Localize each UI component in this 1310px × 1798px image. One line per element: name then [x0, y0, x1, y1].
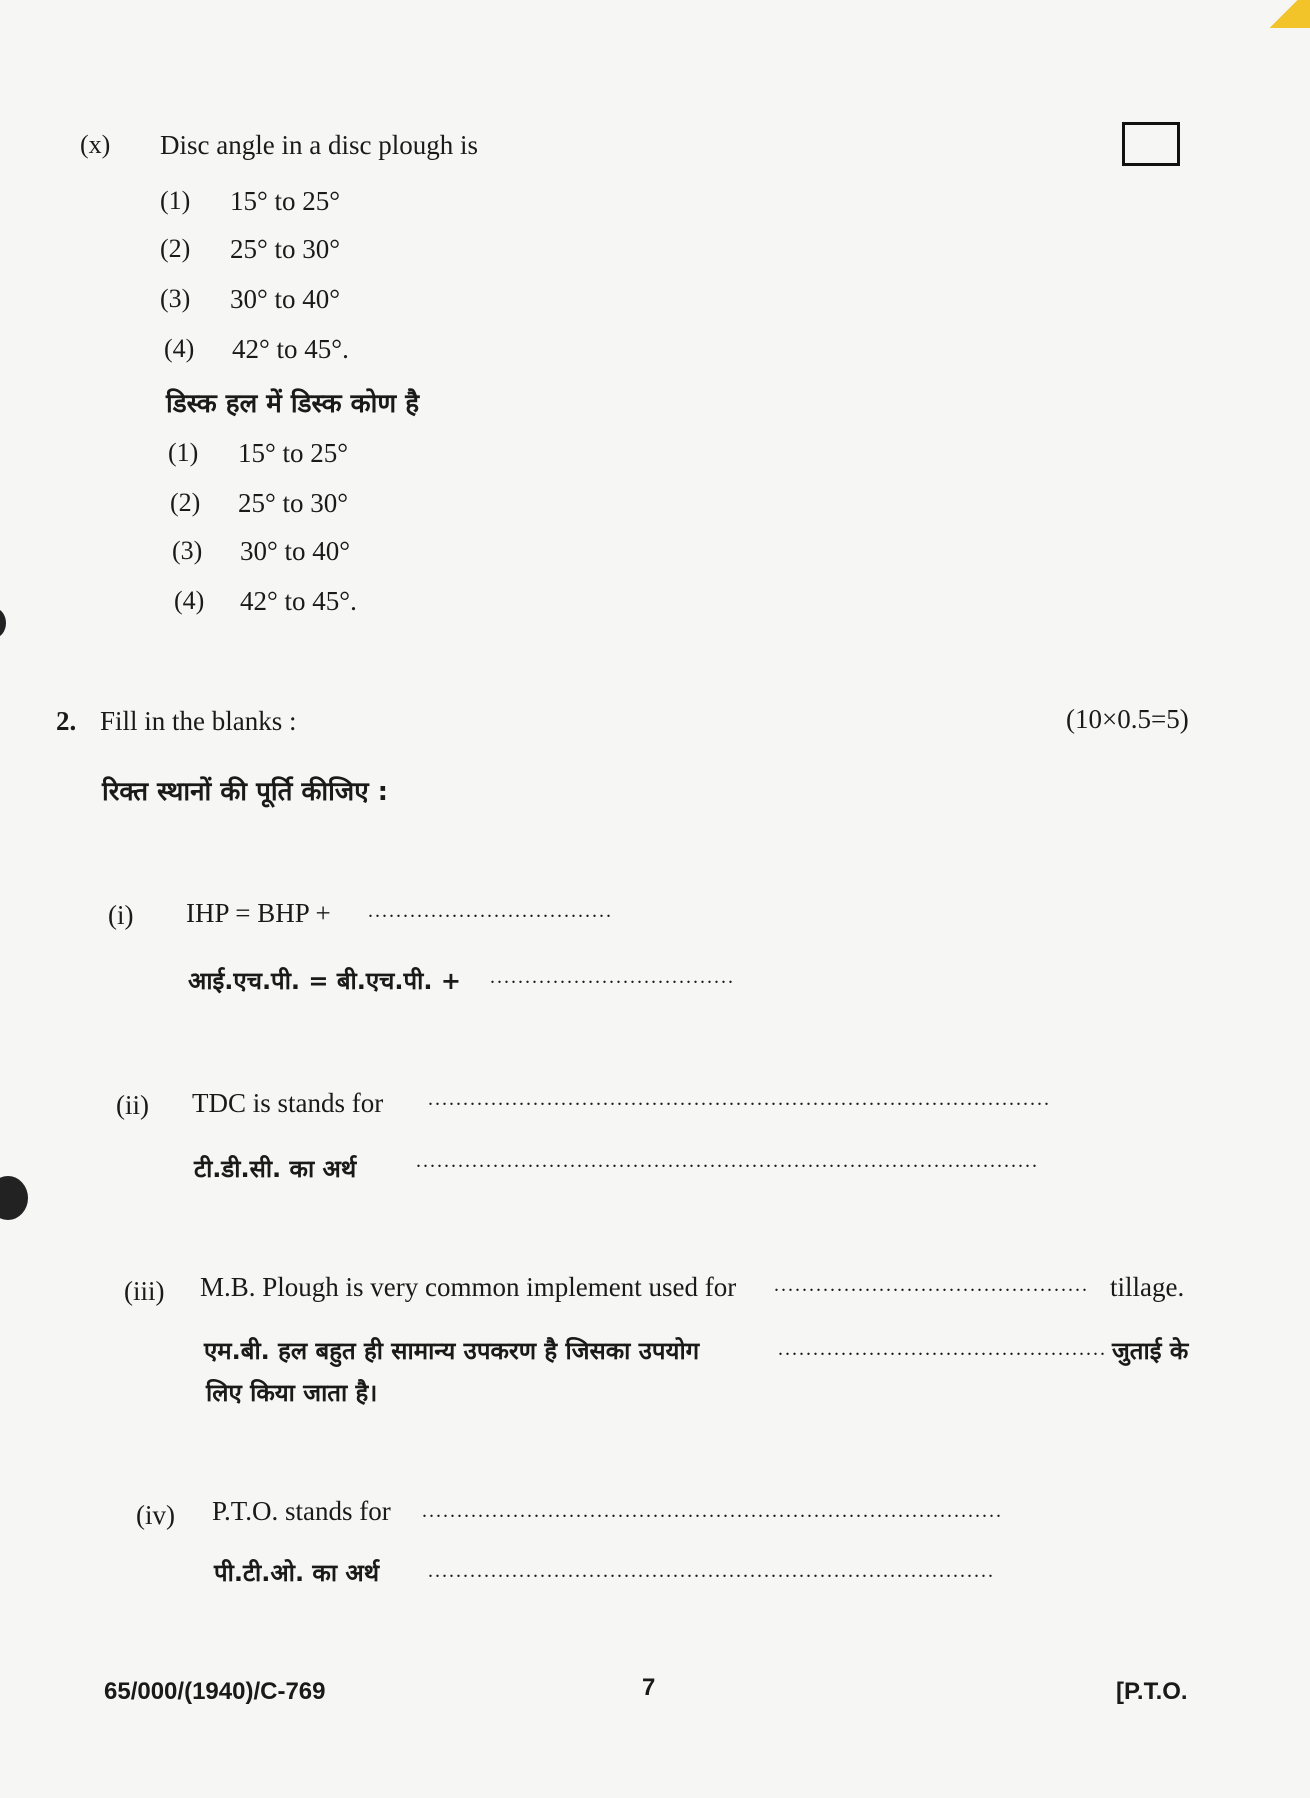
item-text-en: P.T.O. stands for: [212, 1496, 391, 1526]
item-number: (i): [108, 900, 134, 930]
option-text: 30° to 40°: [240, 536, 351, 566]
item-text-hi: एम.बी. हल बहुत ही सामान्य उपकरण है जिसका उपयोग: [204, 1337, 700, 1365]
blank-field[interactable]: .........................................................................................: [428, 1088, 1051, 1110]
item-number: (ii): [116, 1090, 149, 1120]
item-text-hi-line2: लिए किया जाता है।: [206, 1379, 378, 1407]
option-number: (4): [164, 334, 195, 363]
question-text-hi: डिस्क हल में डिस्क कोण है: [166, 389, 419, 419]
option-text: 42° to 45°.: [240, 586, 357, 616]
option-text: 15° to 25°: [238, 438, 349, 468]
item-text-hi: टी.डी.सी. का अर्थ: [194, 1155, 357, 1183]
question-text-en: Disc angle in a disc plough is: [160, 130, 478, 160]
item-text-hi: आई.एच.पी. = बी.एच.पी. +: [188, 967, 461, 995]
option-number: (1): [168, 438, 199, 467]
item-text-en: M.B. Plough is very common implement used for: [200, 1272, 737, 1302]
option-number: (1): [160, 186, 191, 215]
punch-hole-bottom: [0, 1176, 28, 1220]
blank-field[interactable]: .................................................................................: [428, 1560, 995, 1582]
page-number: 7: [642, 1674, 656, 1701]
punch-hole-top: [0, 608, 6, 638]
question-title-hi: रिक्त स्थानों की पूर्ति कीजिए :: [102, 777, 389, 807]
paper-code: 65/000/(1940)/C-769: [104, 1678, 326, 1705]
blank-field[interactable]: ...................................: [490, 966, 735, 988]
option-text: 30° to 40°: [230, 284, 341, 314]
item-text-en: IHP = BHP +: [186, 898, 331, 928]
blank-field[interactable]: ...................................................................................: [422, 1500, 1003, 1522]
option-text: 25° to 30°: [230, 234, 341, 264]
item-text-hi: पी.टी.ओ. का अर्थ: [214, 1559, 380, 1587]
option-text: 15° to 25°: [230, 186, 341, 216]
pto-label: [P.T.O.: [1116, 1678, 1188, 1705]
item-text-en: TDC is stands for: [192, 1088, 384, 1118]
option-number: (4): [174, 586, 205, 615]
option-number: (2): [160, 234, 191, 263]
blank-field[interactable]: ...................................: [368, 900, 613, 922]
blank-field[interactable]: .........................................................................................: [416, 1150, 1039, 1172]
question-number: (x): [80, 130, 111, 159]
option-number: (3): [160, 284, 191, 313]
blank-field[interactable]: .............................................: [774, 1274, 1089, 1296]
answer-box[interactable]: [1122, 122, 1180, 166]
option-text: 42° to 45°.: [232, 334, 349, 364]
option-number: (2): [170, 488, 201, 517]
item-text-en-after: tillage.: [1110, 1272, 1185, 1302]
item-number: (iv): [136, 1500, 175, 1530]
item-text-hi-after: जुताई के: [1112, 1337, 1189, 1365]
option-text: 25° to 30°: [238, 488, 349, 518]
marks-label: (10×0.5=5): [1066, 704, 1189, 734]
question-number: 2.: [56, 706, 77, 736]
question-title-en: Fill in the blanks :: [100, 706, 297, 736]
option-number: (3): [172, 536, 203, 565]
item-number: (iii): [124, 1276, 165, 1306]
blank-field[interactable]: ...............................................: [778, 1338, 1107, 1360]
corner-highlight: [1270, 0, 1310, 28]
